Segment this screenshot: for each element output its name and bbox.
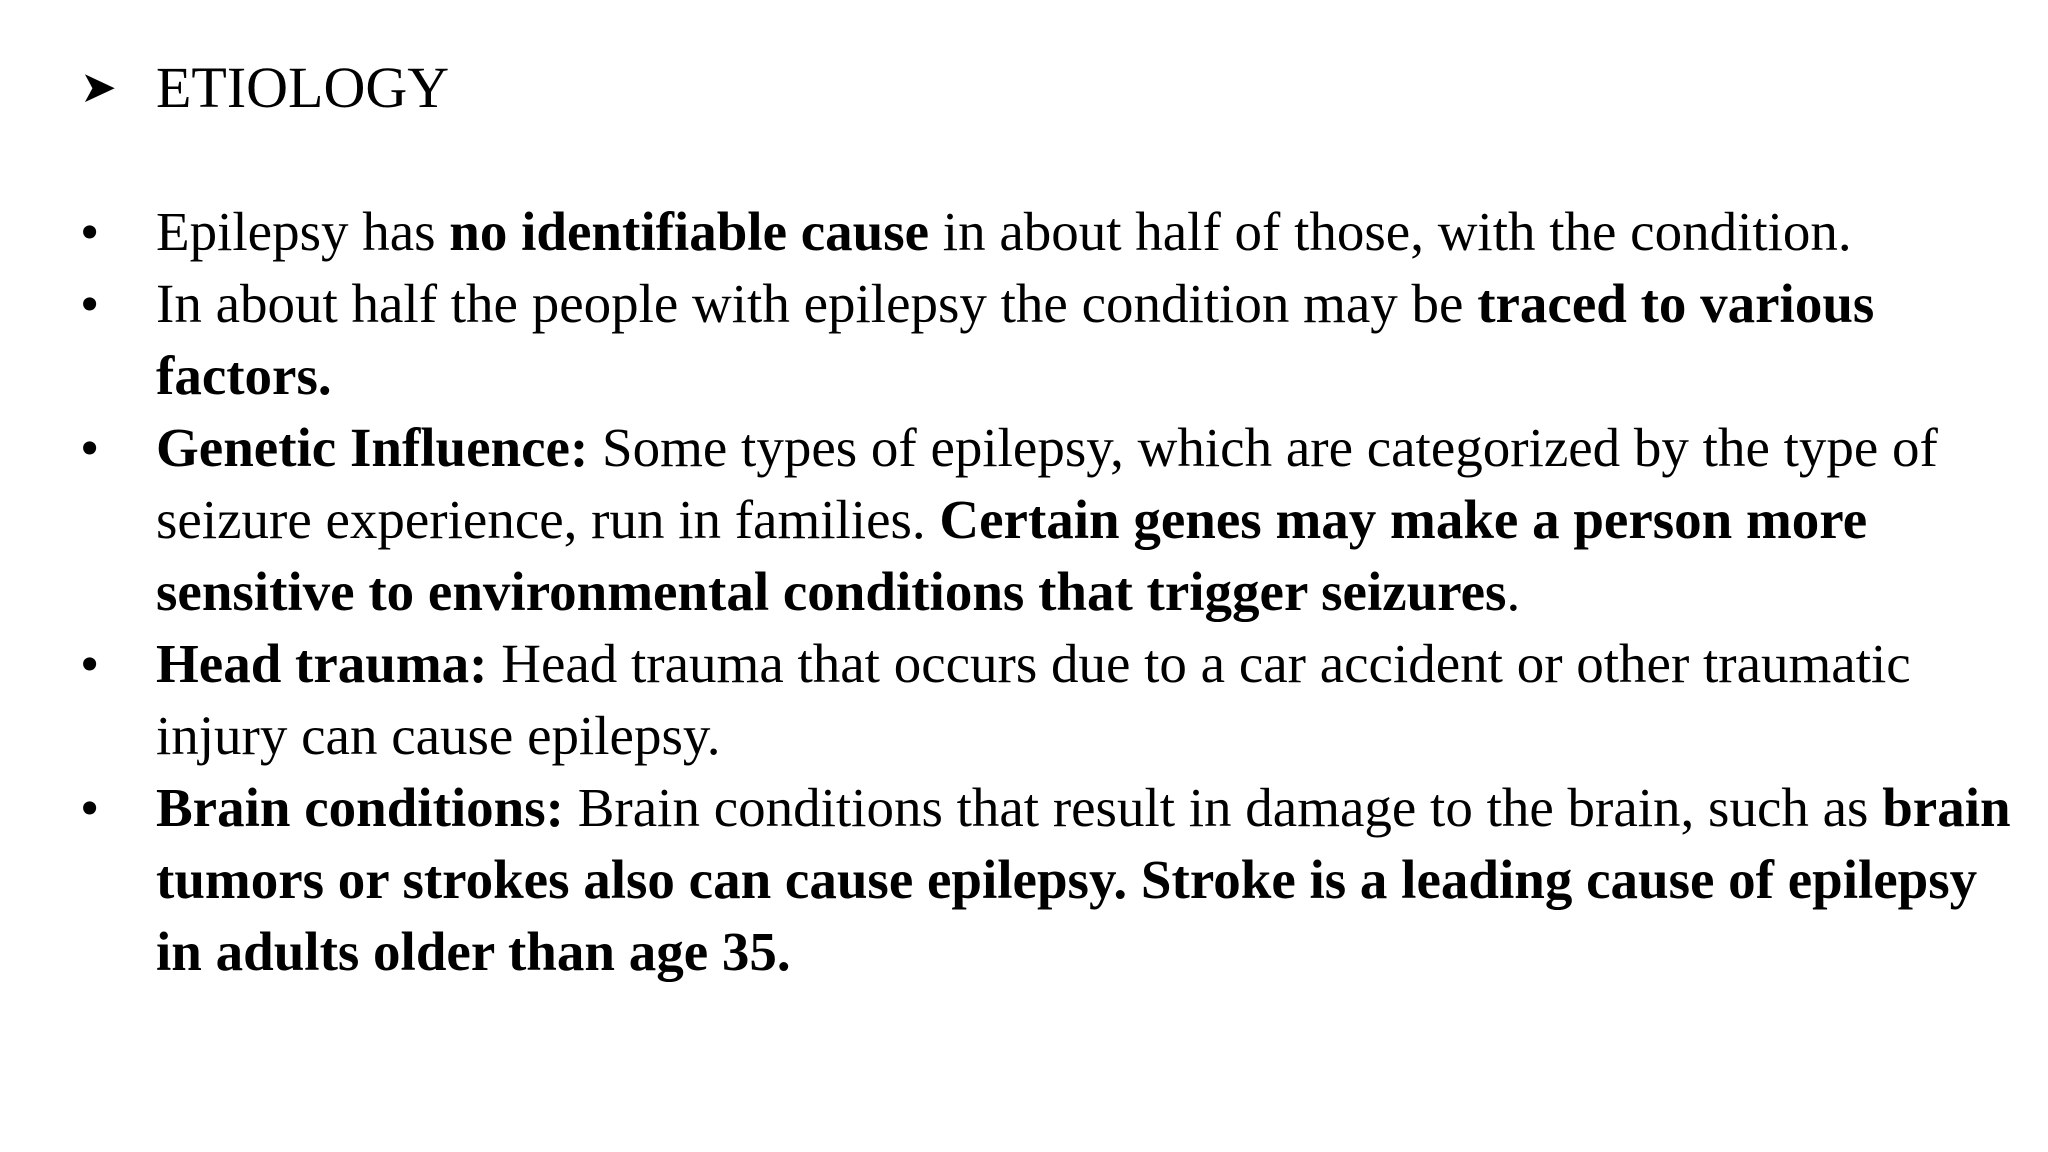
text-run: Some types of epilepsy, which are categorized by the type of seizure experience, run in families. <box>156 417 1938 550</box>
bullet-icon: • <box>80 633 100 694</box>
bullet-list <box>80 196 2030 988</box>
bullet-text <box>156 633 1911 766</box>
bullet-icon: • <box>80 273 100 334</box>
list-item <box>80 268 2030 412</box>
list-item <box>80 196 2030 268</box>
arrow-bullet-icon: ➤ <box>80 63 117 112</box>
bold-run: brain tumors or strokes also can cause epilepsy. Stroke is a leading cause of epilepsy in adults older than age 35. <box>156 777 2011 982</box>
text-run: In about half the people with epilepsy the condition may be <box>156 273 1478 334</box>
text-run: in about half of those, with the condition. <box>929 201 1852 262</box>
text-run: Head trauma that occurs due to a car accident or other traumatic injury can cause epilepsy. <box>156 633 1911 766</box>
heading-text: ETIOLOGY <box>156 55 450 120</box>
bold-run: Brain conditions: <box>156 777 564 838</box>
text-run: Brain conditions that result in damage to the brain, such as <box>564 777 1883 838</box>
text-run: . <box>1506 561 1521 622</box>
bullet-icon: • <box>80 201 100 262</box>
bold-run: no identifiable cause <box>449 201 930 262</box>
bold-run: traced to various factors. <box>156 273 1875 406</box>
bold-run: Certain genes may make a person more sensitive to environmental conditions that trigger seizures <box>156 489 1868 622</box>
list-item <box>80 412 2030 628</box>
bullet-icon: • <box>80 417 100 478</box>
bullet-text <box>156 417 1938 622</box>
bullet-icon: • <box>80 777 100 838</box>
bullet-text <box>156 777 2011 982</box>
list-item <box>80 628 2030 772</box>
text-run: Epilepsy has <box>156 201 450 262</box>
bullet-text <box>156 201 1852 262</box>
slide-heading <box>80 52 449 124</box>
bold-run: Head trauma: <box>156 633 488 694</box>
bold-run: Genetic Influence: <box>156 417 589 478</box>
list-item <box>80 772 2030 988</box>
bullet-text <box>156 273 1874 406</box>
